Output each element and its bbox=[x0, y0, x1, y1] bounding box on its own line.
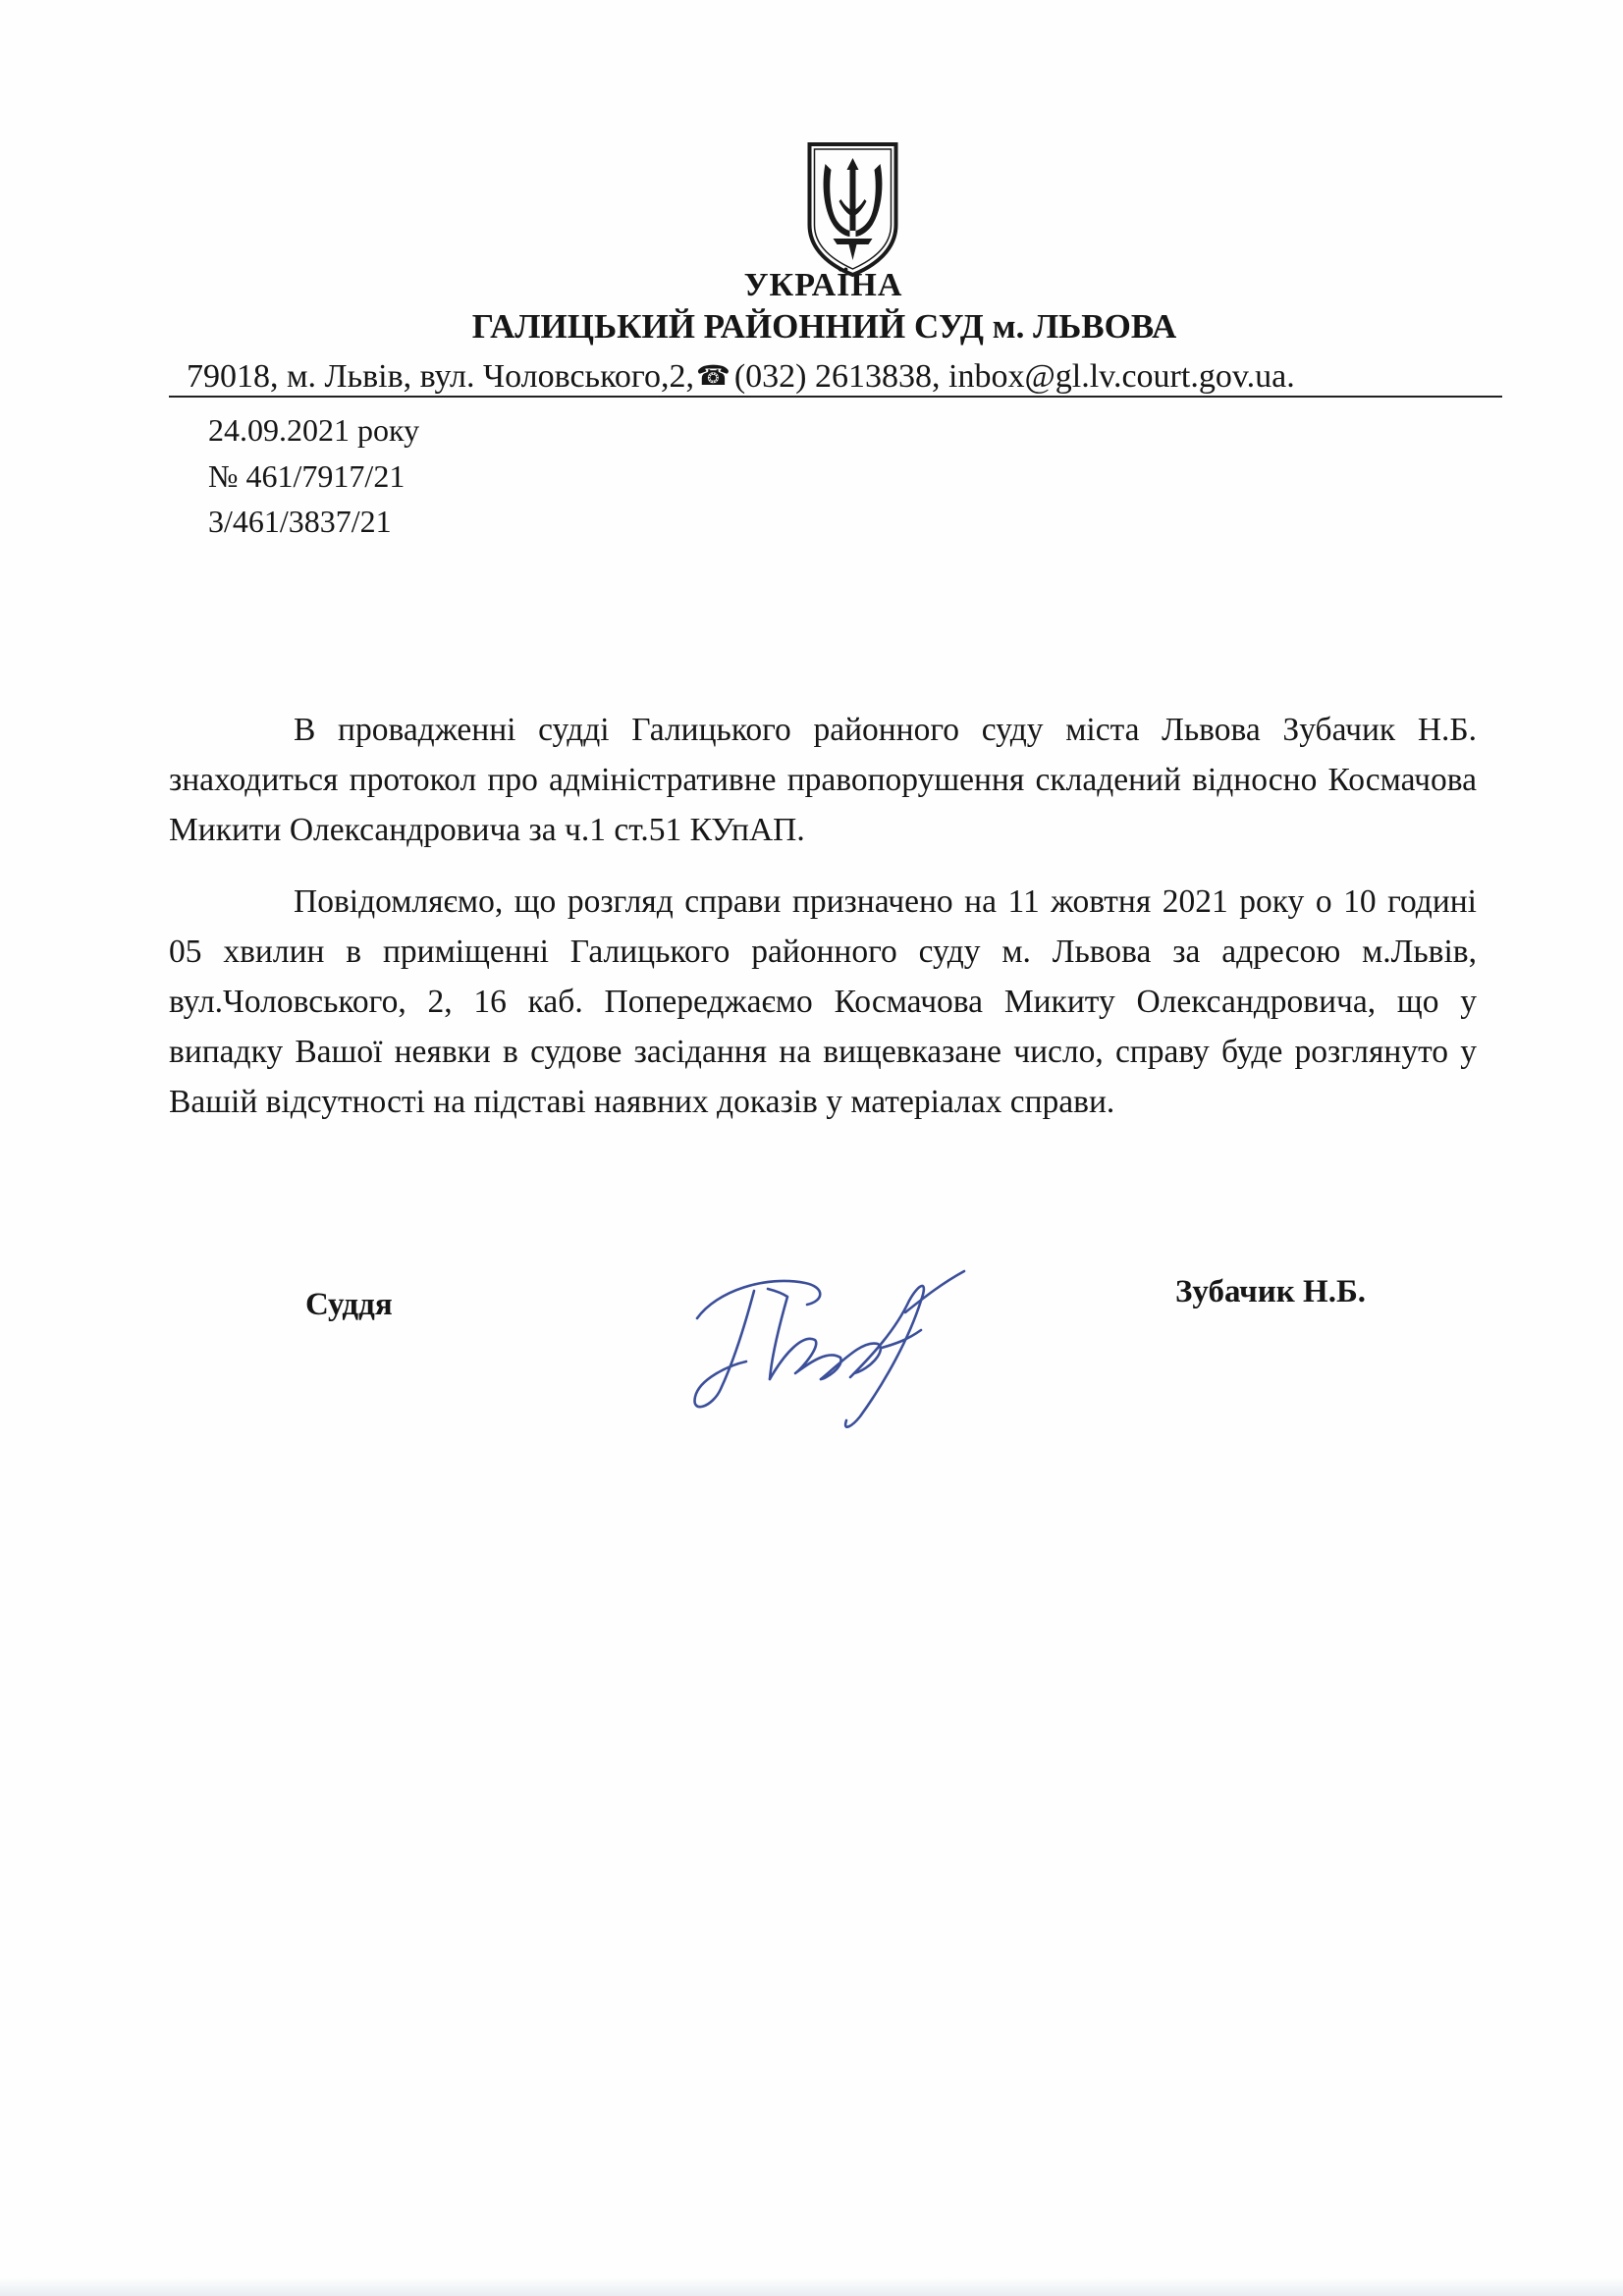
letter-date: 24.09.2021 року bbox=[208, 412, 420, 448]
proceeding-number: 3/461/3837/21 bbox=[208, 504, 392, 539]
court-name: ГАЛИЦЬКИЙ РАЙОННИЙ СУД м. ЛЬВОВА bbox=[471, 307, 1177, 346]
court-phone: (032) 2613838 bbox=[733, 358, 933, 395]
case-number: № 461/7917/21 bbox=[208, 458, 406, 494]
letterhead-divider bbox=[169, 396, 1502, 398]
handwritten-signature bbox=[677, 1232, 987, 1438]
scan-bottom-edge bbox=[0, 2277, 1623, 2296]
court-contact-line bbox=[187, 360, 1483, 394]
body-paragraph-1: В провадженні судді Галицького районного суду міста Львова Зубачик Н.Б. знаходиться протокол про адміністративне правопорушення складений відносно Космачова Микити Олександровича за ч.1 ст.51 КУпАП. bbox=[169, 712, 1477, 848]
telephone-icon: ☎ bbox=[695, 361, 730, 392]
court-email: inbox@gl.lv.court.gov.ua. bbox=[948, 358, 1295, 395]
signer-name: Зубачик Н.Б. bbox=[1175, 1274, 1367, 1309]
signer-title: Суддя bbox=[305, 1287, 393, 1322]
trident-coat-of-arms-icon bbox=[803, 140, 902, 278]
contact-separator: , bbox=[932, 358, 949, 395]
body-paragraph-2: Повідомляємо, що розгляд справи призначено на 11 жовтня 2021 року о 10 годині 05 хвилин в приміщенні Галицького районного суду м. Львова за адресою м.Львів, вул.Чоловського, 2, 16 каб. Попереджаємо Космачова Микиту Олександровича, що у випадку Вашої неявки в судове засідання на вищевказане число, справу буде розглянуто у Вашій відсутності на підставі наявних доказів у матеріалах справи. bbox=[169, 883, 1477, 1120]
country-title: УКРАЇНА bbox=[743, 267, 903, 303]
court-address: 79018, м. Львів, вул. Чоловського,2, bbox=[187, 358, 694, 395]
